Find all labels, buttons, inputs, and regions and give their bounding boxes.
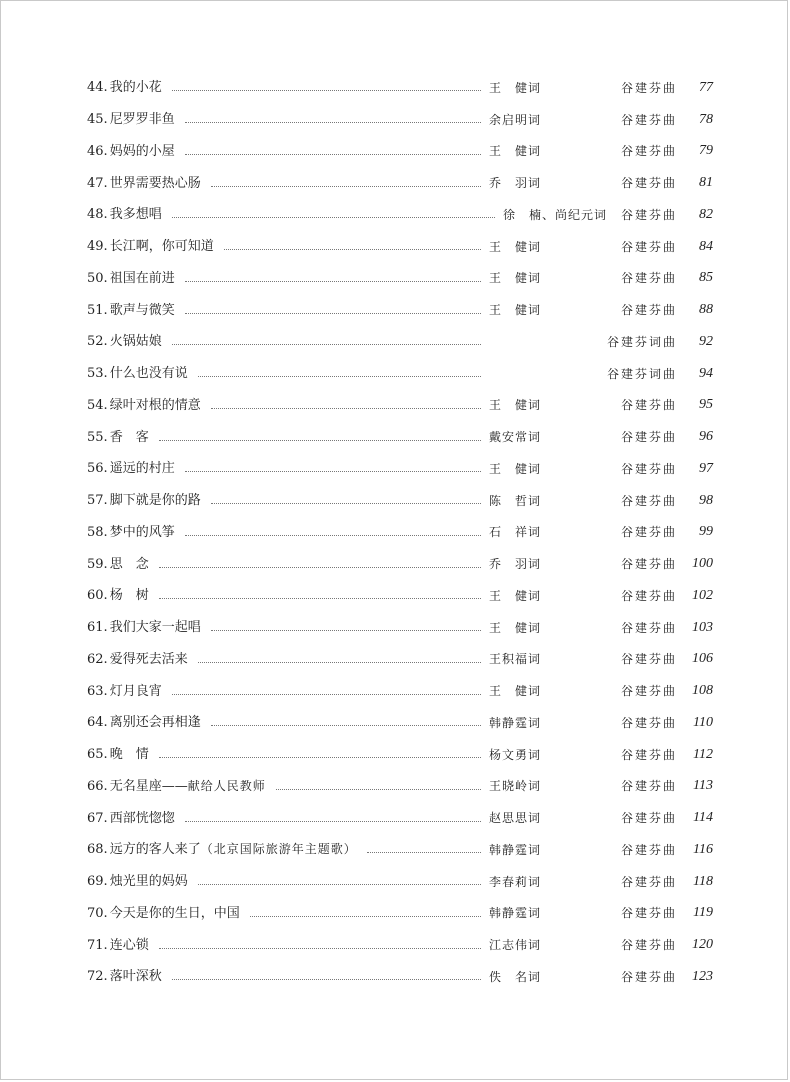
entry-number: 56. [87,461,108,477]
entry-number: 68. [87,842,108,858]
entry-title [110,907,240,920]
toc-entry [87,72,713,104]
page-number: 103 [692,619,713,635]
lyricist: 王 健词 [489,80,542,95]
entry-credits [503,209,677,221]
entry-title-text: 西部恍惚惚 [109,810,175,826]
toc-entry [87,612,713,644]
composer: 谷建芬曲 [620,652,677,667]
page-number: 97 [699,460,713,476]
composer: 谷建芬曲 [620,588,677,603]
page-number: 96 [699,429,713,445]
dot-leader [185,821,481,822]
entry-credits [489,844,677,856]
entry-title-text: 杨 树 [109,588,149,604]
entry-title [110,939,149,952]
entry-number: 65. [87,747,108,763]
lyricist: 王 健词 [489,398,542,413]
toc-entry [87,929,713,961]
composer: 谷建芬曲 [620,207,677,222]
entry-title [110,113,175,126]
entry-number: 55. [87,429,108,445]
dot-leader [185,471,481,472]
entry-title-text: 什么也没有说 [109,366,188,382]
lyricist: 王 健词 [489,144,542,159]
entry-title [110,177,201,190]
entry-number: 47. [87,175,108,191]
entry-title [110,653,188,666]
toc-entry [87,453,713,485]
entry-title-text: 我的小花 [109,80,162,96]
entry-number: 57. [87,493,108,509]
dot-leader [198,884,481,885]
entry-credits [489,431,677,443]
entry-title [110,208,162,221]
page-number: 77 [699,79,713,95]
entry-credits [489,590,677,602]
page-number: 114 [693,810,713,826]
entry-credits [489,241,677,253]
entry-title [110,716,201,729]
lyricist: 王 健词 [489,684,542,699]
dot-leader [172,344,481,345]
table-of-contents [87,72,713,993]
dot-leader [159,948,481,949]
page-number: 113 [693,778,713,794]
toc-entry [87,199,713,231]
toc-entry [87,675,713,707]
entry-number: 45. [87,112,108,128]
entry-credits [489,368,677,380]
composer: 谷建芬曲 [620,239,677,254]
page-number: 98 [699,492,713,508]
dot-leader [159,567,481,568]
composer: 谷建芬曲 [620,969,677,984]
entry-number: 67. [87,810,108,826]
lyricist: 乔 羽词 [489,557,542,572]
page-number: 123 [692,968,713,984]
lyricist: 韩静霆词 [489,906,542,921]
entry-title [110,685,162,698]
entry-credits [489,558,677,570]
composer: 谷建芬曲 [620,271,677,286]
composer: 谷建芬曲 [620,80,677,95]
composer: 谷建芬曲 [620,493,677,508]
dot-leader [159,598,481,599]
dot-leader [198,376,481,377]
page-number: 118 [693,873,713,889]
entry-number: 52. [87,334,108,350]
entry-credits [489,336,677,348]
entry-credits [489,145,677,157]
entry-number: 62. [87,651,108,667]
lyricist: 徐 楠、尚纪元词 [502,207,607,222]
entry-title [110,272,175,285]
dot-leader [224,249,481,250]
composer: 谷建芬曲 [620,398,677,413]
entry-number: 48. [87,207,108,223]
entry-number: 50. [87,270,108,286]
entry-title [110,240,214,253]
lyricist: 王 健词 [489,239,542,254]
dot-leader [185,122,481,123]
dot-leader [211,503,481,504]
dot-leader [211,186,481,187]
entry-credits [489,939,677,951]
entry-title-text: 烛光里的妈妈 [109,874,188,890]
composer: 谷建芬曲 [620,557,677,572]
lyricist: 王 健词 [489,620,542,635]
entry-title [110,558,149,571]
entry-number: 58. [87,524,108,540]
entry-title [110,970,162,983]
dot-leader [159,757,481,758]
toc-entry [87,294,713,326]
composer: 谷建芬曲 [620,684,677,699]
lyricist: 王 健词 [489,461,542,476]
page-number: 94 [699,365,713,381]
toc-entry [87,358,713,390]
toc-entry [87,834,713,866]
lyricist: 佚 名词 [489,969,542,984]
dot-leader [250,916,481,917]
entry-title [110,145,175,158]
composer: 谷建芬曲 [620,620,677,635]
entry-number: 60. [87,588,108,604]
entry-credits [489,304,677,316]
entry-credits [489,971,677,983]
lyricist: 李春莉词 [489,874,542,889]
toc-entry [87,104,713,136]
entry-credits [489,463,677,475]
entry-title [110,399,201,412]
entry-title [110,875,188,888]
entry-number: 61. [87,620,108,636]
entry-number: 49. [87,239,108,255]
composer: 谷建芬曲 [620,874,677,889]
toc-entry [87,961,713,993]
entry-number: 46. [87,143,108,159]
composer: 谷建芬曲 [620,525,677,540]
page-number: 116 [693,841,713,857]
page-number: 119 [693,905,713,921]
entry-title-text: 妈妈的小屋 [109,143,175,159]
toc-entry [87,485,713,517]
entry-title [110,780,266,793]
lyricist: 王 健词 [489,303,542,318]
entry-title-text: 遥远的村庄 [109,461,175,477]
entry-credits [489,114,677,126]
entry-title-text: 爱得死去活来 [109,651,188,667]
entry-title [110,367,188,380]
lyricist: 戴安常词 [489,430,542,445]
entry-number: 53. [87,366,108,382]
entry-title-text: 长江啊，你可知道 [109,239,214,255]
lyricist: 王晓岭词 [489,779,542,794]
entry-number: 59. [87,556,108,572]
entry-title-text: 远方的客人来了 [109,842,201,858]
dot-leader [185,281,481,282]
page-number: 78 [699,111,713,127]
entry-title-text: 我多想唱 [109,207,162,223]
toc-entry [87,390,713,422]
lyricist: 王 健词 [489,588,542,603]
dot-leader [172,217,495,218]
page-number: 120 [692,937,713,953]
entry-number: 72. [87,969,108,985]
entry-title-text: 我们大家一起唱 [109,620,201,636]
toc-entry [87,517,713,549]
toc-entry [87,802,713,834]
entry-credits [489,780,677,792]
toc-entry [87,739,713,771]
lyricist: 余启明词 [489,112,542,127]
entry-number: 66. [87,778,108,794]
lyricist: 赵思思词 [489,811,542,826]
entry-title-text: 歌声与微笑 [109,302,175,318]
dot-leader [276,789,481,790]
toc-entry [87,548,713,580]
entry-title-text: 梦中的风筝 [109,524,175,540]
entry-title [110,81,162,94]
toc-entry [87,866,713,898]
entry-title [110,462,175,475]
entry-number: 69. [87,874,108,890]
page-number: 95 [699,397,713,413]
page-number: 81 [699,175,713,191]
page-number: 106 [692,651,713,667]
entry-title-text: 今天是你的生日，中国 [109,905,240,921]
page-number: 79 [699,143,713,159]
entry-number: 44. [87,80,108,96]
page-number: 84 [699,238,713,254]
toc-entry [87,326,713,358]
page-number: 108 [692,683,713,699]
entry-number: 70. [87,905,108,921]
lyricist: 韩静霆词 [489,715,542,730]
entry-title-text: 世界需要热心肠 [109,175,201,191]
lyricist: 杨文勇词 [489,747,542,762]
toc-entry [87,167,713,199]
entry-title-text: 离别还会再相逢 [109,715,201,731]
dot-leader [198,662,481,663]
entry-title [110,589,149,602]
dot-leader [185,313,481,314]
composer: 谷建芬曲 [620,715,677,730]
page-number: 82 [699,206,713,222]
toc-entry [87,771,713,803]
dot-leader [211,630,481,631]
composer: 谷建芬曲 [620,303,677,318]
composer: 谷建芬曲 [620,461,677,476]
entry-title-text: 落叶深秋 [109,969,162,985]
lyricist: 石 祥词 [489,525,542,540]
dot-leader [211,408,481,409]
composer: 谷建芬曲 [620,779,677,794]
composer: 谷建芬曲 [620,144,677,159]
dot-leader [211,725,481,726]
entry-title-text: 祖国在前进 [109,270,175,286]
page-number: 92 [699,333,713,349]
entry-title [110,304,175,317]
composer: 谷建芬曲 [620,112,677,127]
entry-title-text: 绿叶对根的情意 [109,397,201,413]
lyricist: 王积福词 [489,652,542,667]
entry-title [110,335,162,348]
toc-entry [87,136,713,168]
toc-entry [87,707,713,739]
entry-number: 63. [87,683,108,699]
page-number: 88 [699,302,713,318]
entry-credits [489,812,677,824]
dot-leader [172,90,481,91]
dot-leader [172,694,481,695]
toc-entry [87,421,713,453]
entry-title-text: 尼罗罗非鱼 [109,112,175,128]
entry-credits [489,526,677,538]
entry-credits [489,177,677,189]
entry-title-text: 无名星座—— [109,778,188,794]
page-number: 102 [692,587,713,603]
composer: 谷建芬曲 [620,747,677,762]
page-number: 110 [693,714,713,730]
lyricist: 乔 羽词 [489,176,542,191]
entry-title [110,526,175,539]
lyricist-composer: 谷建芬词曲 [606,366,677,381]
dot-leader [159,440,481,441]
lyricist-composer: 谷建芬词曲 [606,334,677,349]
page-number: 112 [693,746,713,762]
entry-title-text: 香 客 [109,429,149,445]
composer: 谷建芬曲 [620,906,677,921]
entry-credits [489,876,677,888]
dot-leader [185,154,481,155]
composer: 谷建芬曲 [620,176,677,191]
composer: 谷建芬曲 [620,430,677,445]
toc-entry [87,898,713,930]
entry-title [110,748,149,761]
entry-title [110,494,201,507]
entry-title [110,431,149,444]
entry-credits [489,272,677,284]
page-number: 99 [699,524,713,540]
entry-title-text: 思 念 [109,556,149,572]
entry-credits [489,82,677,94]
page-number: 100 [692,556,713,572]
entry-title-text: 火锅姑娘 [109,334,162,350]
entry-number: 51. [87,302,108,318]
lyricist: 王 健词 [489,271,542,286]
entry-credits [489,495,677,507]
entry-title-text: 灯月良宵 [109,683,162,699]
entry-credits [489,399,677,411]
entry-subtitle: （北京国际旅游年主题歌） [200,842,357,857]
composer: 谷建芬曲 [620,938,677,953]
entry-title [110,812,175,825]
entry-credits [489,622,677,634]
toc-entry [87,644,713,676]
entry-credits [489,717,677,729]
dot-leader [367,852,481,853]
entry-credits [489,749,677,761]
page-number: 85 [699,270,713,286]
entry-title-text: 脚下就是你的路 [109,493,201,509]
composer: 谷建芬曲 [620,842,677,857]
entry-title-text: 连心锁 [109,937,149,953]
lyricist: 陈 哲词 [489,493,542,508]
entry-number: 64. [87,715,108,731]
entry-credits [489,685,677,697]
entry-subtitle: 献给人民教师 [187,778,266,793]
entry-number: 54. [87,397,108,413]
composer: 谷建芬曲 [620,811,677,826]
entry-title-text: 晚 情 [109,747,149,763]
toc-entry [87,231,713,263]
entry-credits [489,907,677,919]
entry-title [110,621,201,634]
dot-leader [185,535,481,536]
lyricist: 韩静霆词 [489,842,542,857]
entry-number: 71. [87,937,108,953]
lyricist: 江志伟词 [489,938,542,953]
entry-title [110,843,357,856]
dot-leader [172,979,481,980]
entry-credits [489,653,677,665]
toc-entry [87,580,713,612]
toc-entry [87,263,713,295]
